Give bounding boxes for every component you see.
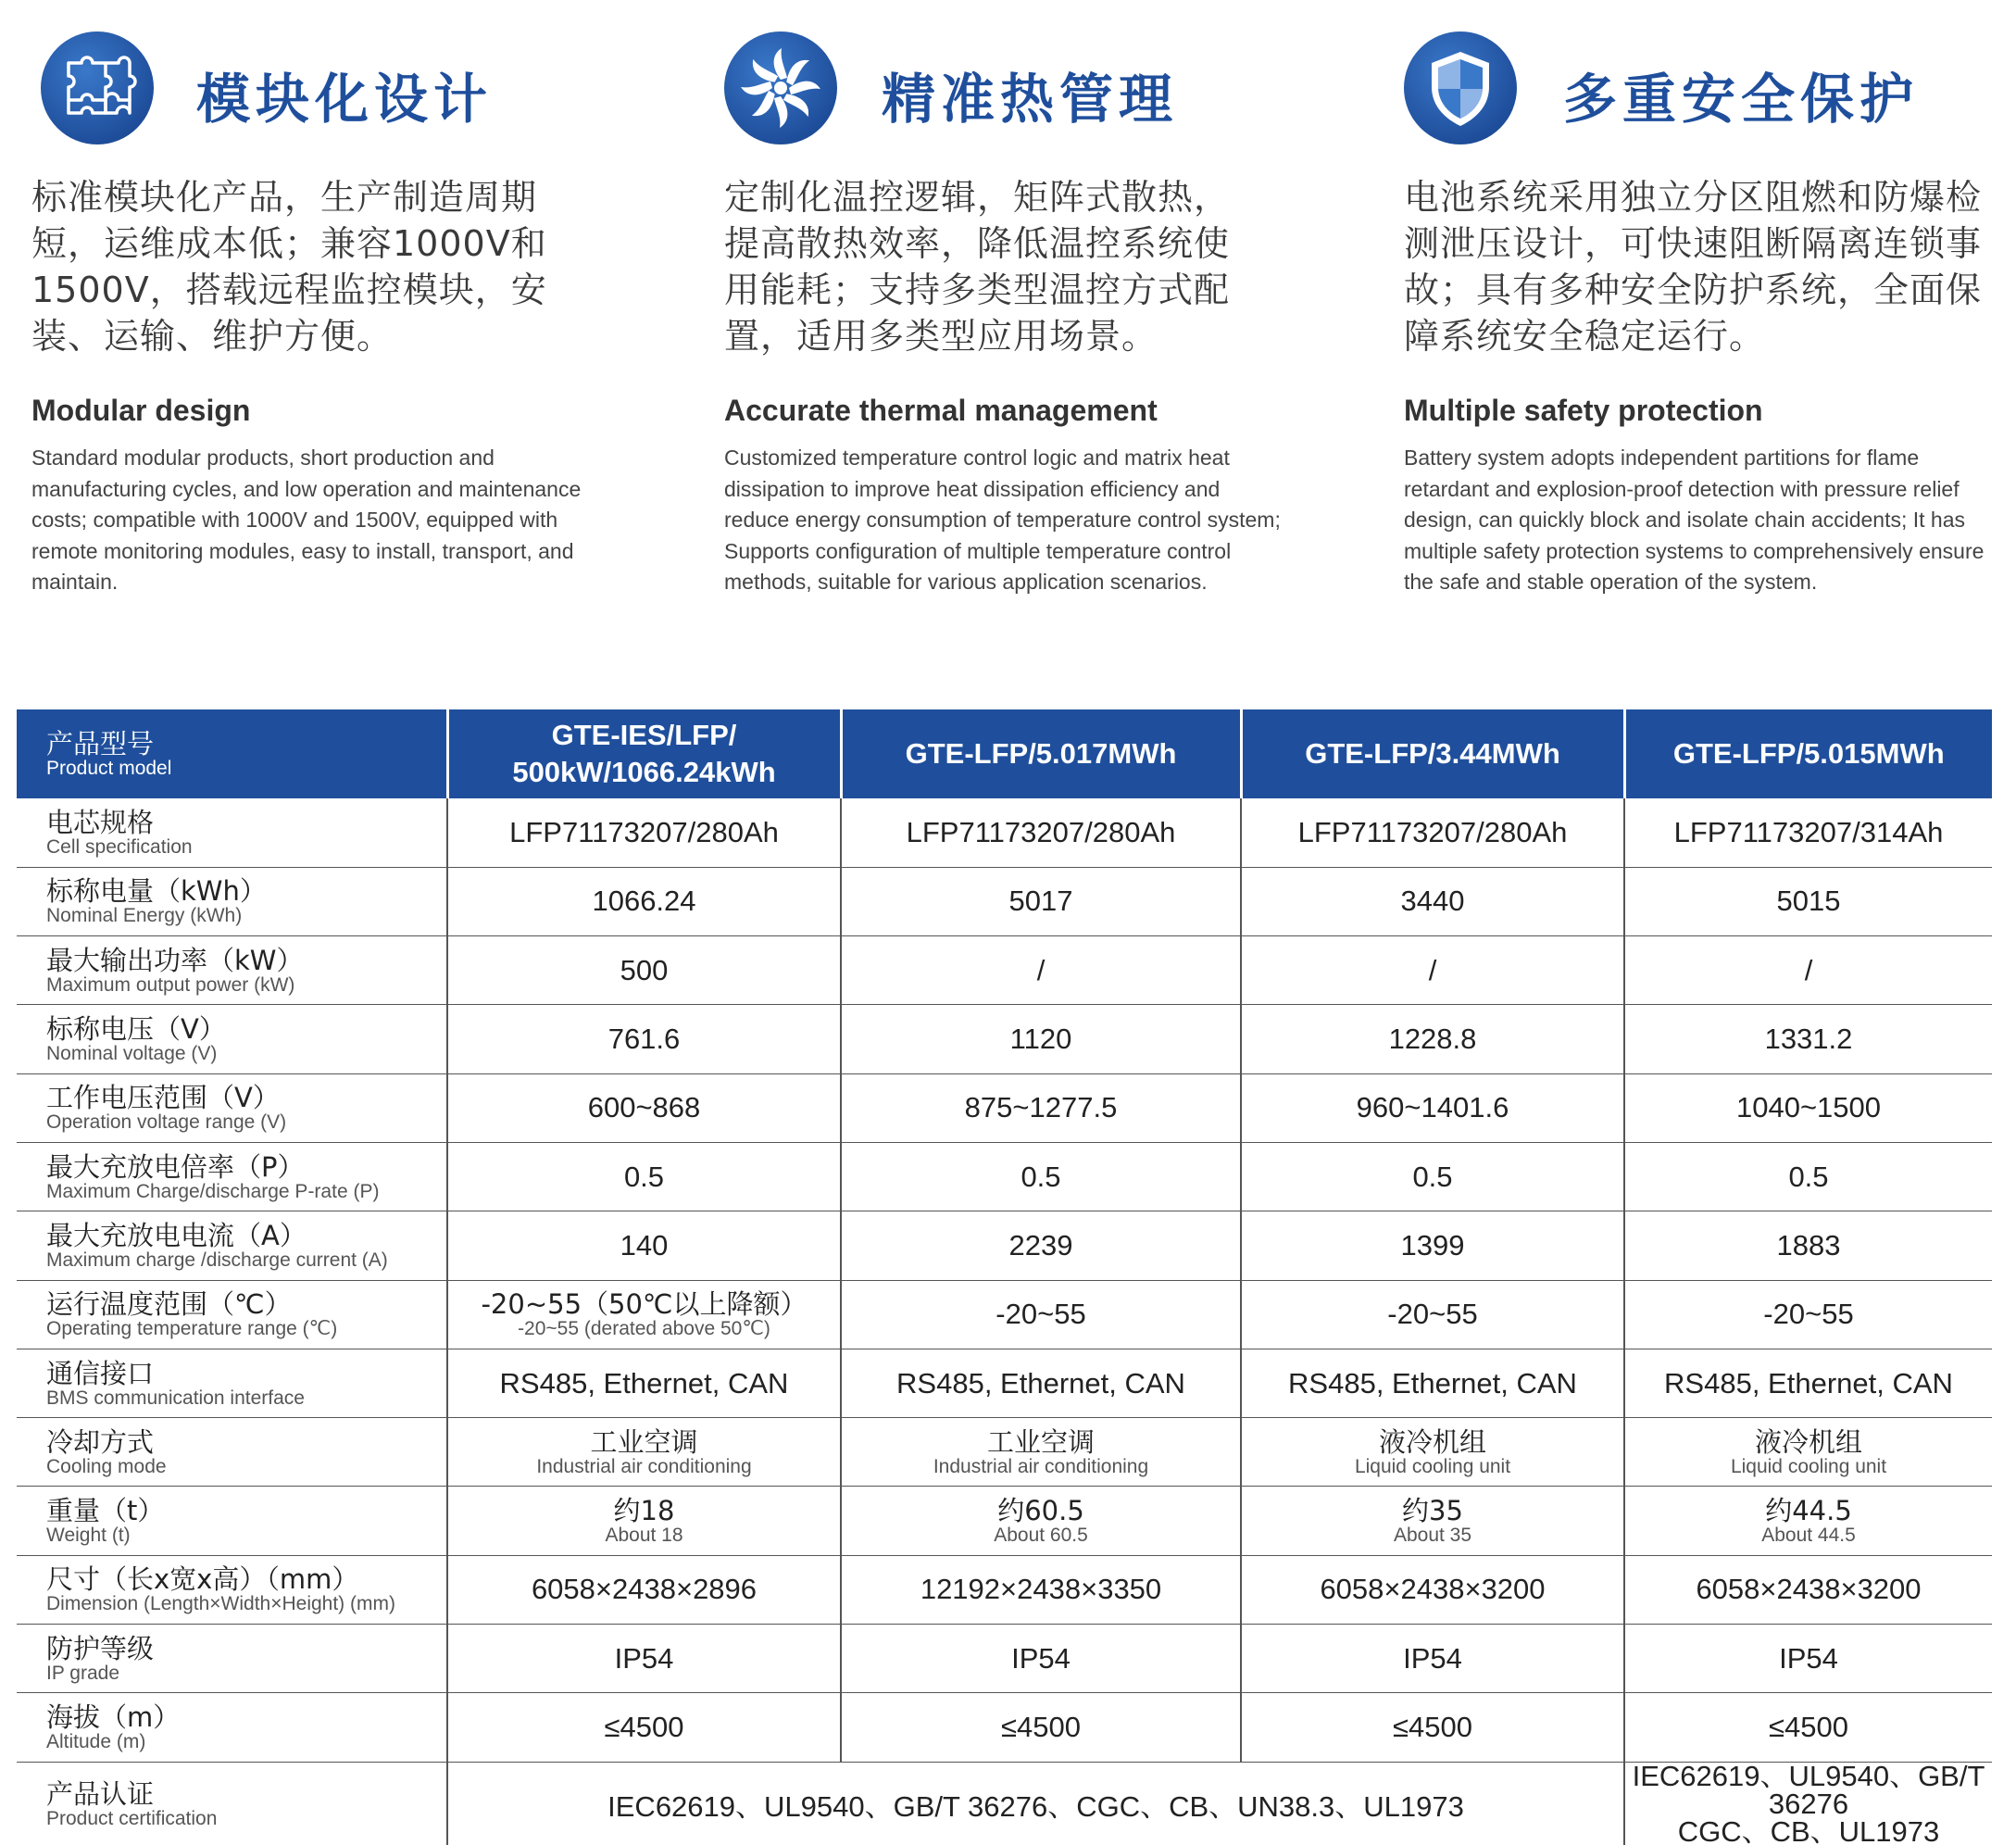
cell-value-en: Liquid cooling unit — [1730, 1455, 1887, 1477]
table-row — [17, 1625, 1992, 1693]
row-label-en: Product certification — [46, 1807, 218, 1829]
model-header: GTE-LFP/5.015MWh — [1624, 709, 1992, 798]
row-label-cell — [17, 1005, 447, 1073]
table-cell: / — [1624, 936, 1992, 1005]
row-label-cn: 运行温度范围（℃） — [46, 1288, 292, 1321]
cell-value-cn: 约18 — [613, 1495, 675, 1527]
row-label-en: IP grade — [46, 1662, 120, 1684]
row-label-en: Dimension (Length×Width×Height) (mm) — [46, 1593, 395, 1615]
cell-value-en: Industrial air conditioning — [536, 1455, 752, 1477]
row-label-en: Weight (t) — [46, 1525, 131, 1547]
table-cell: IP54 — [841, 1625, 1241, 1693]
table-cell: 0.5 — [841, 1142, 1241, 1211]
cell-value-cn: 约35 — [1402, 1495, 1463, 1527]
row-label-cell — [17, 1073, 447, 1142]
row-label-cell — [17, 1142, 447, 1211]
table-cell: / — [841, 936, 1241, 1005]
row-label-cell — [17, 1625, 447, 1693]
table-header-row — [17, 709, 1992, 798]
row-label-en: Maximum charge /discharge current (A) — [46, 1249, 388, 1271]
row-label-en: Maximum output power (kW) — [46, 973, 295, 996]
table-row — [17, 936, 1992, 1005]
table-cell: 960~1401.6 — [1241, 1073, 1624, 1142]
cell-value-en: Industrial air conditioning — [933, 1455, 1149, 1477]
spec-table-body — [17, 798, 1992, 1845]
table-row — [17, 1555, 1992, 1624]
row-label-cell — [17, 1555, 447, 1624]
table-cell: LFP71173207/314Ah — [1624, 798, 1992, 867]
cell-value-en: About 35 — [1393, 1525, 1472, 1547]
table-cell: LFP71173207/280Ah — [841, 798, 1241, 867]
table-cell: ≤4500 — [1624, 1693, 1992, 1762]
row-label-cell — [17, 936, 447, 1005]
cell-value-cn: -20~55（50℃以上降额） — [481, 1288, 808, 1321]
feature-header — [31, 28, 680, 148]
table-row — [17, 1349, 1992, 1417]
cell-value-cn: 液冷机组 — [1378, 1425, 1486, 1458]
model-header: GTE-IES/LFP/ 500kW/1066.24kWh — [447, 709, 841, 798]
table-cell: 3440 — [1241, 867, 1624, 935]
feature-header — [724, 28, 1372, 148]
table-cell — [447, 1418, 841, 1487]
row-label-cell — [17, 1211, 447, 1280]
table-row — [17, 1418, 1992, 1487]
table-cell: RS485, Ethernet, CAN — [1241, 1349, 1624, 1417]
table-cell: -20~55 — [1624, 1280, 1992, 1349]
cell-value-en: About 44.5 — [1761, 1525, 1856, 1547]
table-cell: RS485, Ethernet, CAN — [447, 1349, 841, 1417]
row-label-cn: 最大充放电电流（A） — [46, 1219, 307, 1251]
cell-value-cn: 约60.5 — [997, 1495, 1084, 1527]
table-cell: 1883 — [1624, 1211, 1992, 1280]
row-label-cn: 海拔（m） — [46, 1701, 181, 1733]
row-label-cn: 标称电量（kWh） — [46, 875, 267, 908]
table-row — [17, 1280, 1992, 1349]
table-cell — [447, 1487, 841, 1555]
table-cell: 6058×2438×3200 — [1241, 1555, 1624, 1624]
table-cell: -20~55 — [1241, 1280, 1624, 1349]
row-label-cn: 最大输出功率（kW） — [46, 944, 304, 976]
shield-icon — [1404, 31, 1517, 144]
feature-description-cn: 标准模块化产品，生产制造周期短，运维成本低；兼容1000V和1500V，搭载远程监控模块，安装、运输、维护方便。 — [31, 177, 547, 357]
table-cell: LFP71173207/280Ah — [447, 798, 841, 867]
table-cell: ≤4500 — [841, 1693, 1241, 1762]
table-cell: 0.5 — [1624, 1142, 1992, 1211]
table-cell — [1624, 1418, 1992, 1487]
model-header: GTE-LFP/5.017MWh — [841, 709, 1241, 798]
row-label-cell — [17, 867, 447, 935]
feature-description-cn: 电池系统采用独立分区阻燃和防爆检测泄压设计，可快速阻断隔离连锁事故；具有多种安全防护系统，全面保障系统安全稳定运行。 — [1404, 177, 1983, 357]
feature-title-en: Multiple safety protection — [1404, 394, 1763, 427]
table-cell: -20~55 — [841, 1280, 1241, 1349]
cell-value-en: Liquid cooling unit — [1354, 1455, 1511, 1477]
feature-description-en: Standard modular products, short production and manufacturing cycles, and low operation and maintenance costs; compatible with 1000V and 1500V, equipped with remote monitoring modules, easy to install, transport, and maintain. — [31, 446, 582, 594]
table-cell: 761.6 — [447, 1005, 841, 1073]
cell-value-cn: 工业空调 — [590, 1425, 698, 1458]
table-cell — [1241, 1418, 1624, 1487]
feature-title: 精准热管理 — [882, 68, 1179, 131]
table-row — [17, 798, 1992, 867]
row-label-cn: 重量（t） — [46, 1495, 165, 1527]
table-cell: 6058×2438×2896 — [447, 1555, 841, 1624]
table-cell: 5017 — [841, 867, 1241, 935]
header-label-cell — [17, 709, 447, 798]
table-cell: / — [1241, 936, 1624, 1005]
row-label-cn: 冷却方式 — [46, 1425, 155, 1458]
row-label-en: Maximum Charge/discharge P-rate (P) — [46, 1180, 380, 1202]
row-label-cell — [17, 1418, 447, 1487]
cell-value-cn: 约44.5 — [1765, 1495, 1852, 1527]
table-cell: IP54 — [447, 1625, 841, 1693]
feature-description-en: Customized temperature control logic and matrix heat dissipation to improve heat dissipation efficiency and reduce energy consumption of temperature control system; Supports configuration of multiple temperature control methods, suitable for various application scenarios. — [724, 446, 1281, 594]
table-cell: 500 — [447, 936, 841, 1005]
table-row — [17, 1211, 1992, 1280]
table-cell: 1120 — [841, 1005, 1241, 1073]
row-label-cn: 标称电压（V） — [46, 1013, 226, 1046]
table-row — [17, 1142, 1992, 1211]
row-label-en: Cell specification — [46, 835, 193, 858]
row-label-cn: 电芯规格 — [46, 806, 155, 838]
table-cell: 0.5 — [1241, 1142, 1624, 1211]
table-cell: ≤4500 — [447, 1693, 841, 1762]
cell-value-en: About 60.5 — [994, 1525, 1088, 1547]
table-cell — [1241, 1487, 1624, 1555]
row-label-en: BMS communication interface — [46, 1387, 305, 1409]
table-cell: 1399 — [1241, 1211, 1624, 1280]
feature-header — [1404, 28, 2016, 148]
row-label-cell — [17, 1762, 447, 1845]
table-cell: 2239 — [841, 1211, 1241, 1280]
table-cell: 875~1277.5 — [841, 1073, 1241, 1142]
row-label-cell — [17, 1487, 447, 1555]
feature-title-en: Accurate thermal management — [724, 394, 1158, 427]
table-cell — [1624, 1487, 1992, 1555]
header-label-en: Product model — [46, 758, 172, 779]
row-label-cell — [17, 1693, 447, 1762]
feature-title: 多重安全保护 — [1563, 68, 1920, 131]
feature-title-en: Modular design — [31, 394, 251, 427]
row-label-cn: 工作电压范围（V） — [46, 1082, 280, 1114]
table-row-certification — [17, 1762, 1992, 1845]
table-cell — [447, 1280, 841, 1349]
row-label-en: Operation voltage range (V) — [46, 1111, 287, 1134]
table-row — [17, 1005, 1992, 1073]
fan-icon — [724, 31, 837, 144]
cell-value-cn: 液冷机组 — [1754, 1425, 1862, 1458]
row-label-cn: 防护等级 — [46, 1632, 155, 1664]
table-cell: RS485, Ethernet, CAN — [1624, 1349, 1992, 1417]
feature-description-cn: 定制化温控逻辑，矩阵式散热，提高散热效率，降低温控系统使用能耗；支持多类型温控方式配置，适用多类型应用场景。 — [724, 177, 1231, 357]
model-header: GTE-LFP/3.44MWh — [1241, 709, 1624, 798]
header-label-cn: 产品型号 — [46, 728, 155, 759]
table-cell: IP54 — [1241, 1625, 1624, 1693]
table-row — [17, 867, 1992, 935]
feature-description-en: Battery system adopts independent partitions for flame retardant and explosion-proof detection with pressure relief design, can quickly block and isolate chain accidents; It has multiple safety protection systems to comprehensively ensure the safe and stable operation of the system. — [1404, 446, 1985, 594]
row-label-en: Nominal voltage (V) — [46, 1043, 218, 1065]
row-label-cn: 最大充放电倍率（P） — [46, 1150, 305, 1183]
row-label-cn: 产品认证 — [46, 1777, 155, 1810]
table-cell: RS485, Ethernet, CAN — [841, 1349, 1241, 1417]
row-label-cn: 尺寸（长x宽x高）（mm） — [46, 1563, 359, 1596]
table-cell: 1228.8 — [1241, 1005, 1624, 1073]
row-label-cell — [17, 798, 447, 867]
row-label-cell — [17, 1349, 447, 1417]
table-cell: 6058×2438×3200 — [1624, 1555, 1992, 1624]
row-label-en: Altitude (m) — [46, 1731, 146, 1752]
table-cell: ≤4500 — [1241, 1693, 1624, 1762]
feature-title: 模块化设计 — [196, 68, 494, 131]
cell-value-en: About 18 — [605, 1525, 683, 1547]
row-label-en: Cooling mode — [46, 1455, 167, 1477]
table-cell: 12192×2438×3350 — [841, 1555, 1241, 1624]
table-cell — [841, 1418, 1241, 1487]
row-label-cn: 通信接口 — [46, 1357, 155, 1389]
spec-table — [17, 709, 1992, 1845]
cell-value-en: -20~55 (derated above 50℃) — [518, 1318, 770, 1340]
table-row — [17, 1693, 1992, 1762]
puzzle-icon — [41, 31, 154, 144]
row-label-en: Nominal Energy (kWh) — [46, 905, 243, 927]
table-row — [17, 1487, 1992, 1555]
table-cell: LFP71173207/280Ah — [1241, 798, 1624, 867]
certification-merged-cell: IEC62619、UL9540、GB/T 36276、CGC、CB、UN38.3、UL1973 — [447, 1762, 1624, 1845]
table-cell: 600~868 — [447, 1073, 841, 1142]
table-cell: IP54 — [1624, 1625, 1992, 1693]
table-cell: 1066.24 — [447, 867, 841, 935]
table-cell — [841, 1487, 1241, 1555]
table-cell: 140 — [447, 1211, 841, 1280]
row-label-cell — [17, 1280, 447, 1349]
table-cell: 0.5 — [447, 1142, 841, 1211]
table-cell: 1040~1500 — [1624, 1073, 1992, 1142]
row-label-en: Operating temperature range (℃) — [46, 1318, 338, 1340]
table-cell: 1331.2 — [1624, 1005, 1992, 1073]
table-row — [17, 1073, 1992, 1142]
table-cell: 5015 — [1624, 867, 1992, 935]
certification-cell: IEC62619、UL9540、GB/T 36276 CGC、CB、UL1973 — [1624, 1762, 1992, 1845]
cell-value-cn: 工业空调 — [986, 1425, 1095, 1458]
